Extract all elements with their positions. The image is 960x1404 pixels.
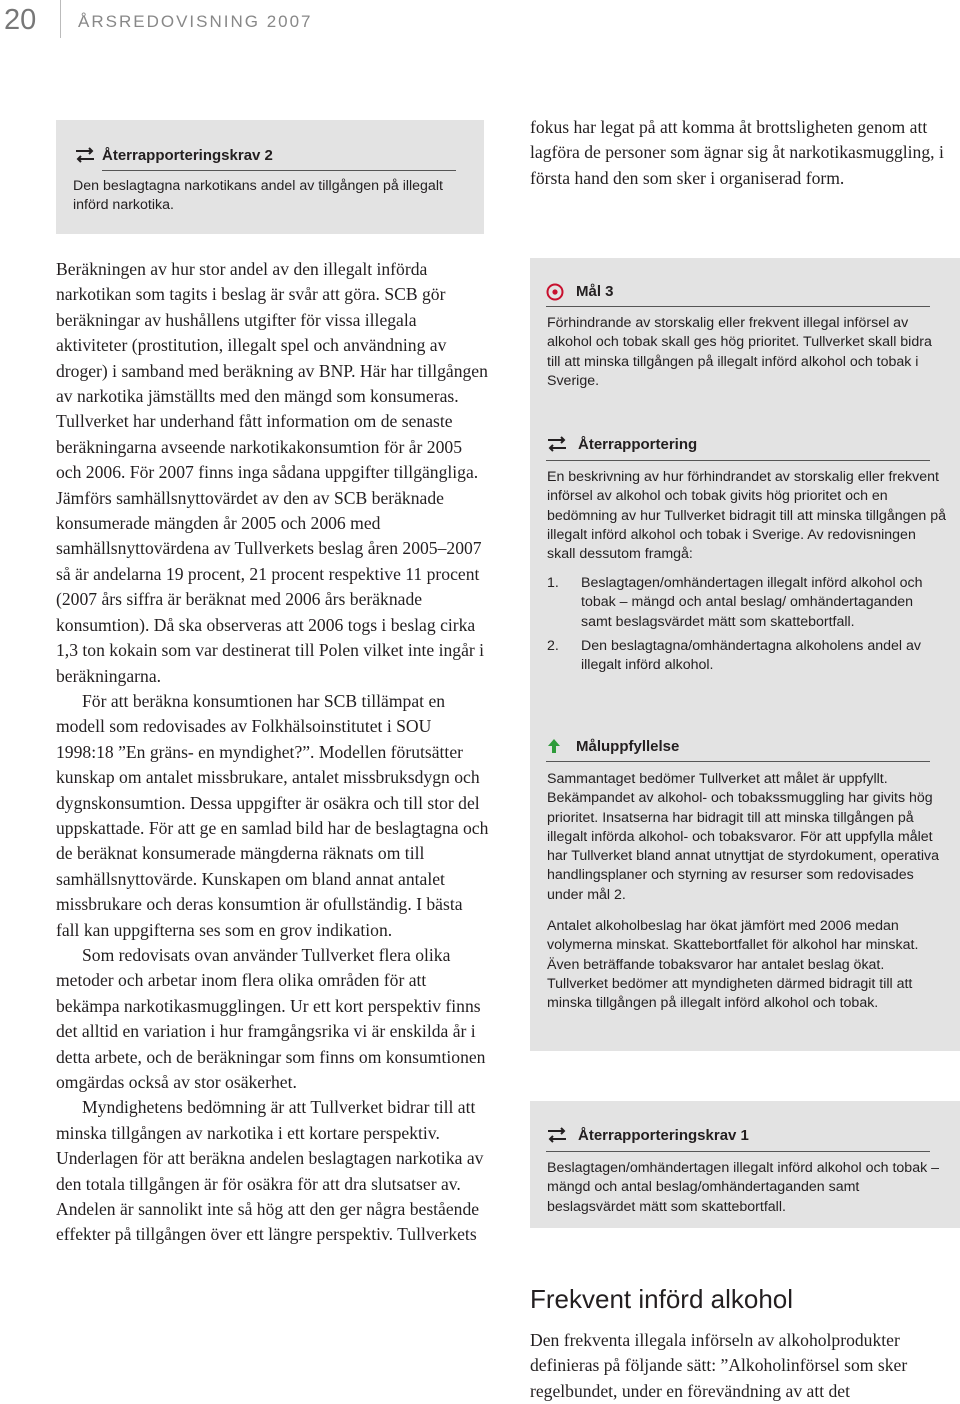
reporting-requirement-1-box: [530, 1101, 960, 1228]
box-title: Återrapporteringskrav 1: [578, 1127, 749, 1144]
goal-text: Förhindrande av storskalig eller frekvent illegal införsel av alkohol och tobak skall ges hög prioritet. Tullverket skall bidra till att minska tillgången på illegalt införd alkohol och tobak i Sverige.: [547, 315, 932, 389]
section-body: [530, 1328, 958, 1404]
goal-3-box: [530, 258, 960, 1051]
report-arrows-icon: [546, 1127, 568, 1143]
list-item: 2. Den beslagtagna/omhändertagna alkoholens andel av illegalt införd alkohol.: [547, 637, 921, 674]
header-divider: [60, 0, 61, 38]
left-column-body: [56, 257, 490, 1248]
target-icon: [546, 283, 564, 301]
body-paragraph: Som redovisats ovan använder Tullverket flera olika metoder och arbetar inom flera olika områden för att bekämpa narkotikasmugglingen. Ur ett kort perspektiv finns det alltid en variation i hur framgångsrika vi är enskilda år i detta arbete, och de beräkningar som finns om konsumtionen omgärdas också av stor osäkerhet.: [56, 944, 486, 1092]
arrow-up-icon: [546, 738, 562, 754]
reporting-list: [547, 574, 927, 680]
running-title: ÅRSREDOVISNING 2007: [78, 12, 313, 31]
right-column-intro: [530, 115, 945, 191]
box-rule: [546, 761, 930, 762]
fulfilment-paragraph: Sammantaget bedömer Tullverket att målet är uppfyllt. Bekämpandet av alkohol- och tobakssmuggling har givits hög prioritet. Insatserna har bidragit till att minska tillgången på illegalt införda alkohol- och tobaksvaror. För att uppfylla målet har Tullverket bland annat utnyttjat de styrdokument, operativa handlingsplaner och styrning av resurser som redovisades under mål 2.: [547, 771, 939, 903]
body-paragraph: Den frekventa illegala införseln av alkoholprodukter definieras på följande sätt: ”Alkoholinförsel som sker regelbundet, under en förevändning av att det: [530, 1330, 908, 1401]
reporting-requirement-2-box: [56, 120, 484, 234]
box-text: Beslagtagen/omhändertagen illegalt införd alkohol och tobak – mängd och antal beslag/omhändertaganden samt beslagsvärdet mätt som skattebortfall.: [547, 1160, 940, 1215]
box-rule: [546, 306, 930, 307]
section-heading: Frekvent införd alkohol: [530, 1284, 794, 1314]
goal-title: Mål 3: [576, 283, 614, 300]
body-paragraph: Beräkningen av hur stor andel av den illegalt införda narkotikan som tagits i beslag är svår att göra. SCB gör beräkningar av hushållens utgifter för vissa illegala aktiviteter (prostitution, illegalt spel och användning av droger) i samband med beräkning av BNP. Här har tillgången av narkotika jämställts med den mängd som konsumeras. Tullverket har underhand fått information om de senaste beräkningarna avseende narkotikakonsumtion för år 2005 och 2006. För 2007 finns inga sådana uppgifter tillgängliga. Jämförs samhällsnyttovärdet av den av SCB beräknade konsumerade mängden år 2005 och 2006 med samhällsnyttovärdena av Tullverkets beslag åren 2005–2007 så är andelarna 19 procent, 21 procent respektive 11 procent (2007 års siffra är beräknat med 2006 års beräknade konsumtion). Då ska observeras att 2006 togs i beslag cirka 1,3 ton kokain som var destinerat till Polen vilket inte ingår i beräkningarna.: [56, 259, 488, 686]
reporting-title: Återrapportering: [578, 436, 698, 453]
body-paragraph: För att beräkna konsumtionen har SCB tillämpat en modell som redovisades av Folkhälsoinstitutet i SOU 1998:18 ”En gräns- en myndighet?”. Modellen förutsätter kunskap om antalet missbrukare, antalet missbruksdygn och dygnskonsumtion. Dessa uppgifter är osäkra och till stor del uppskattade. För att ge en samlad bild har de beslagtagna och de beräknat konsumerade mängderna räknats om till samhällsnyttovärde. Kunskapen om bland annat antalet missbrukare och deras konsumtion är ofullständig. I bästa fall kan uppgifterna ses som en grov indikation.: [56, 690, 489, 940]
fulfilment-title: Måluppfyllelse: [576, 738, 680, 755]
page-number: 20: [4, 4, 37, 36]
fulfilment-paragraph: Antalet alkoholbeslag har ökat jämfört med 2006 medan volymerna minskat. Skattebortfallet för alkohol har minskat. Även beträffande tobaksvaror har antalet beslag ökat. Tullverket bedömer att myndigheten därmed bidragit till att minska tillgången på illegalt införd alkohol och tobak.: [547, 918, 919, 1012]
box-title: Återrapporteringskrav 2: [102, 147, 273, 164]
list-item: 1. Beslagtagen/omhändertagen illegalt införd alkohol och tobak – mängd och antal beslag/ omhändertaganden samt beslagsvärdet mätt som skattebortfall.: [547, 575, 923, 630]
box-rule: [102, 170, 456, 171]
box-text: Den beslagtagna narkotikans andel av tillgången på illegalt införd narkotika.: [73, 178, 443, 214]
body-paragraph: fokus har legat på att komma åt brottsligheten genom att lagföra de personer som ägnar sig åt narkotikasmuggling, i första hand den som sker i organiserad form.: [530, 117, 944, 188]
reporting-text: En beskrivning av hur förhindrandet av storskalig eller frekvent införsel av alkohol och tobak givits hög prioritet och en bedömning av hur Tullverket bidragit till att minska tillgången på illegalt införd alkohol och tobak i Sverige. Av redovisningen skall dessutom framgå:: [547, 469, 947, 563]
box-rule: [546, 1151, 930, 1152]
box-rule: [546, 460, 930, 461]
body-paragraph: Myndighetens bedömning är att Tullverket bidrar till att minska tillgången av narkotika i ett kortare perspektiv. Underlagen för att beräkna andelen beslagtagen narkotika av den totala tillgången är för osäkra för att dra slutsatser av. Andelen är sannolikt inte så hög att den ger några bestående effekter på tillgången över ett längre perspektiv. Tullverkets: [56, 1097, 484, 1245]
report-arrows-icon: [546, 436, 568, 452]
report-arrows-icon: [74, 147, 96, 163]
